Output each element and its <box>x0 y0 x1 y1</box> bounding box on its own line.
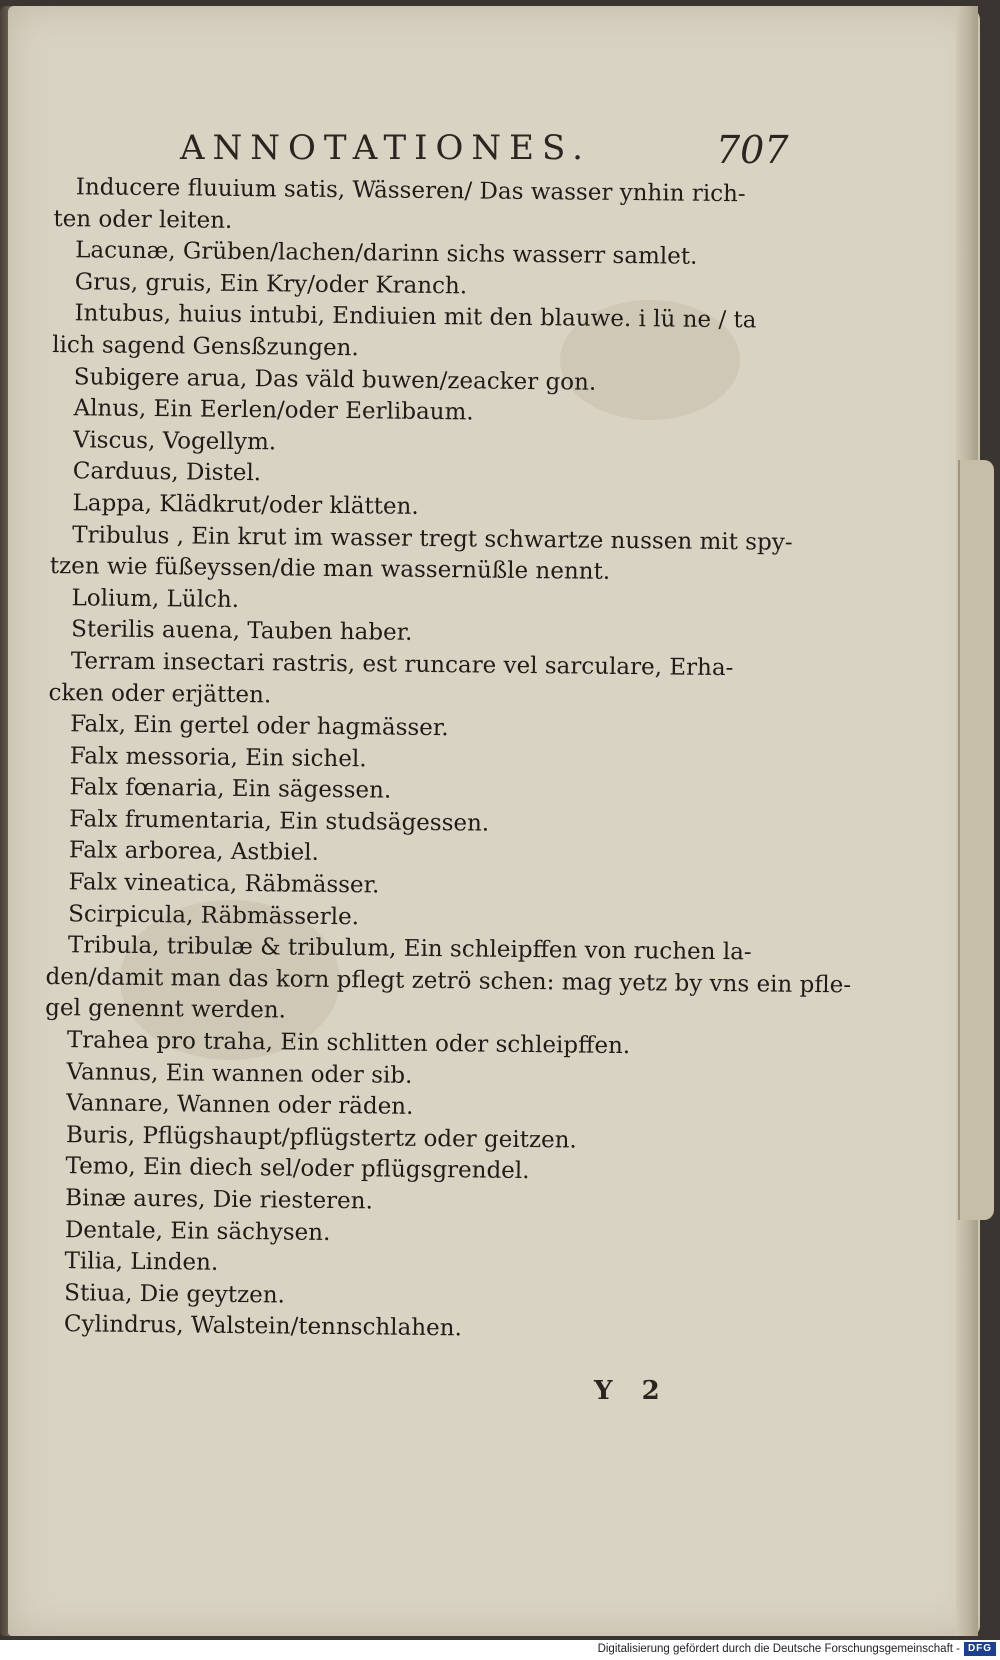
glossary-entry <box>49 520 793 591</box>
entry-headword-line: Tilia, Linden. <box>64 1248 219 1276</box>
entry-headword-line: Alnus, Ein Eerlen/oder Eerlibaum. <box>73 395 474 426</box>
entry-headword-line: Cylindrus, Walstein/tennschlahen. <box>63 1311 462 1342</box>
glossary-entry <box>48 646 769 717</box>
entry-headword-line: Intubus, huius intubi, Endiuien mit den blauwe. i lü ne / ta <box>74 300 757 334</box>
entry-headword-line: Lacunæ, Grüben/lachen/darinn sichs wasserr samlet. <box>75 237 698 270</box>
glossary-entry <box>45 930 852 1001</box>
entry-headword-line: Lappa, Klädkrut/oder klätten. <box>72 490 419 520</box>
entry-headword-line: Viscus, Vogellym. <box>73 426 277 456</box>
glossary-entry <box>53 172 774 243</box>
entry-headword-line: Falx frumentaria, Ein studsägessen. <box>69 806 490 837</box>
entry-continuation-line: gel genennt werden. <box>45 995 287 1024</box>
entry-headword-line: Binæ aures, Die riesteren. <box>65 1185 373 1215</box>
entry-continuation-line: tzen wie füßeyssen/die man wassernüßle nennt. <box>49 553 611 585</box>
entry-headword-line: Scirpicula, Räbmässerle. <box>68 900 360 930</box>
page-number: 707 <box>716 128 789 172</box>
entry-headword-line: Temo, Ein diech sel/oder pflügsgrendel. <box>65 1153 530 1185</box>
digitization-credit: Digitalisierung gefördert durch die Deutsche Forschungsgemeinschaft - <box>597 1643 960 1655</box>
running-head: ANNOTATIONES. <box>180 128 591 168</box>
book-clasp-tab <box>958 460 994 1220</box>
entry-headword-line: Tribula, tribulæ & tribulum, Ein schleipffen von ruchen la- <box>67 932 752 966</box>
entry-headword-line: Subigere arua, Das väld buwen/zeacker gon. <box>73 363 597 396</box>
entry-headword-line: Vannus, Ein wannen oder sib. <box>66 1058 413 1089</box>
entry-continuation-line: cken oder erjätten. <box>48 679 272 708</box>
signature-mark: Y 2 <box>594 1376 670 1406</box>
entry-headword-line: Falx, Ein gertel oder hagmässer. <box>70 711 449 742</box>
entry-headword-line: Vannare, Wannen oder räden. <box>66 1090 414 1121</box>
glossary-entry <box>52 298 773 369</box>
dfg-logo: DFG <box>964 1642 996 1656</box>
entry-headword-line: Falx fœnaria, Ein sägessen. <box>69 774 392 804</box>
entry-headword-line: Falx vineatica, Räbmässer. <box>68 869 380 899</box>
entry-continuation-line: lich sagend Gensßzungen. <box>52 331 359 362</box>
entry-headword-line: Inducere fluuium satis, Wässeren/ Das wasser ynhin rich- <box>75 174 746 208</box>
entry-headword-line: Falx messoria, Ein sichel. <box>69 742 367 772</box>
glossary-text <box>42 172 852 1348</box>
entry-headword-line: Lolium, Lülch. <box>71 584 240 613</box>
entry-headword-line: Falx arborea, Astbiel. <box>68 837 320 867</box>
entry-headword-line: Tribulus , Ein krut im wasser tregt schwartze nussen mit spy- <box>72 521 793 556</box>
entry-continuation-line: ten oder leiten. <box>53 205 233 234</box>
entry-headword-line: Trahea pro traha, Ein schlitten oder schleipffen. <box>66 1027 631 1060</box>
entry-headword-line: Dentale, Ein sächysen. <box>64 1216 331 1246</box>
entry-headword-line: Carduus, Distel. <box>72 458 262 487</box>
entry-continuation-line: den/damit man das korn pflegt zetrö schen: mag yetz by vns ein pfle- <box>45 963 852 999</box>
entry-headword-line: Grus, gruis, Ein Kry/oder Kranch. <box>74 269 468 300</box>
entry-headword-line: Buris, Pflügshaupt/pflügstertz oder geitzen. <box>65 1121 577 1154</box>
entry-headword-line: Terram insectari rastris, est runcare vel sarculare, Erha- <box>70 648 734 682</box>
entry-headword-line: Stiua, Die geytzen. <box>64 1279 286 1309</box>
entry-headword-line: Sterilis auena, Tauben haber. <box>71 616 413 647</box>
